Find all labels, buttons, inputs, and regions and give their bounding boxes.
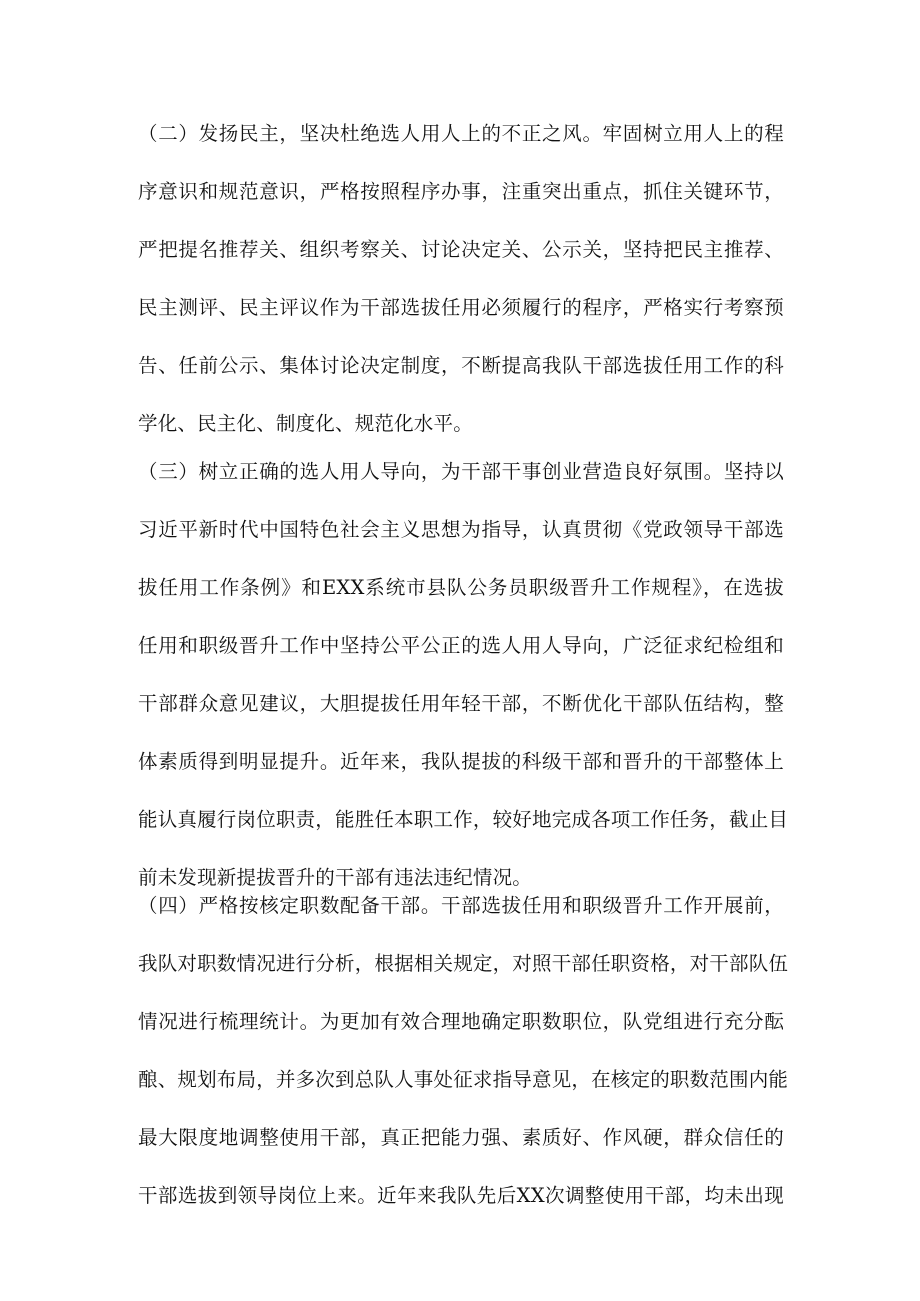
paragraph-line: 前未发现新提拔晋升的干部有违法违纪情况。 <box>138 866 533 889</box>
paragraph-line: 学化、民主化、制度化、规范化水平。 <box>138 412 473 435</box>
paragraph-line: （三）树立正确的选人用人导向，为干部干事创业营造良好氛围。坚持以 <box>138 460 784 483</box>
paragraph-line: 民主测评、民主评议作为干部选拔任用必须履行的程序，严格实行考察预 <box>138 296 784 319</box>
paragraph-line: 干部群众意见建议，大胆提拔任用年轻干部，不断优化干部队伍结构，整 <box>138 692 784 715</box>
paragraph-section-4 <box>138 894 789 1244</box>
paragraph-line: 严把提名推荐关、组织考察关、讨论决定关、公示关，坚持把民主推荐、 <box>138 238 784 261</box>
paragraph-line: 酿、规划布局，并多次到总队人事处征求指导意见，在核定的职数范围内能 <box>138 1068 789 1091</box>
paragraph-line: （四）严格按核定职数配备干部。干部选拔任用和职级晋升工作开展前， <box>138 894 784 917</box>
paragraph-line: 最大限度地调整使用干部，真正把能力强、素质好、作风硬，群众信任的 <box>138 1126 784 1149</box>
paragraph-line: 拔任用工作条例》和EXX系统市县队公务员职级晋升工作规程》，在选拔 <box>138 576 784 599</box>
paragraph-line: 任用和职级晋升工作中坚持公平公正的选人用人导向，广泛征求纪检组和 <box>138 634 784 657</box>
paragraph-line: 能认真履行岗位职责，能胜任本职工作，较好地完成各项工作任务，截止目 <box>138 808 789 831</box>
paragraph-line: （二）发扬民主，坚决杜绝选人用人上的不正之风。牢固树立用人上的程 <box>138 122 784 145</box>
paragraph-line: 告、任前公示、集体讨论决定制度，不断提高我队干部选拔任用工作的科 <box>138 354 784 377</box>
paragraph-section-2 <box>138 124 784 472</box>
paragraph-line: 习近平新时代中国特色社会主义思想为指导，认真贯彻《党政领导干部选 <box>138 518 784 541</box>
paragraph-line: 干部选拔到领导岗位上来。近年来我队先后XX次调整使用干部，均未出现 <box>138 1184 784 1207</box>
paragraph-line: 我队对职数情况进行分析，根据相关规定，对照干部任职资格，对干部队伍 <box>138 952 789 975</box>
paragraph-line: 情况进行梳理统计。为更加有效合理地确定职数职位，队党组进行充分酝 <box>138 1010 784 1033</box>
paragraph-line: 体素质得到明显提升。近年来，我队提拔的科级干部和晋升的干部整体上 <box>138 750 784 773</box>
paragraph-section-3 <box>138 460 789 926</box>
paragraph-line: 序意识和规范意识，严格按照程序办事，注重突出重点，抓住关键环节， <box>138 180 784 203</box>
